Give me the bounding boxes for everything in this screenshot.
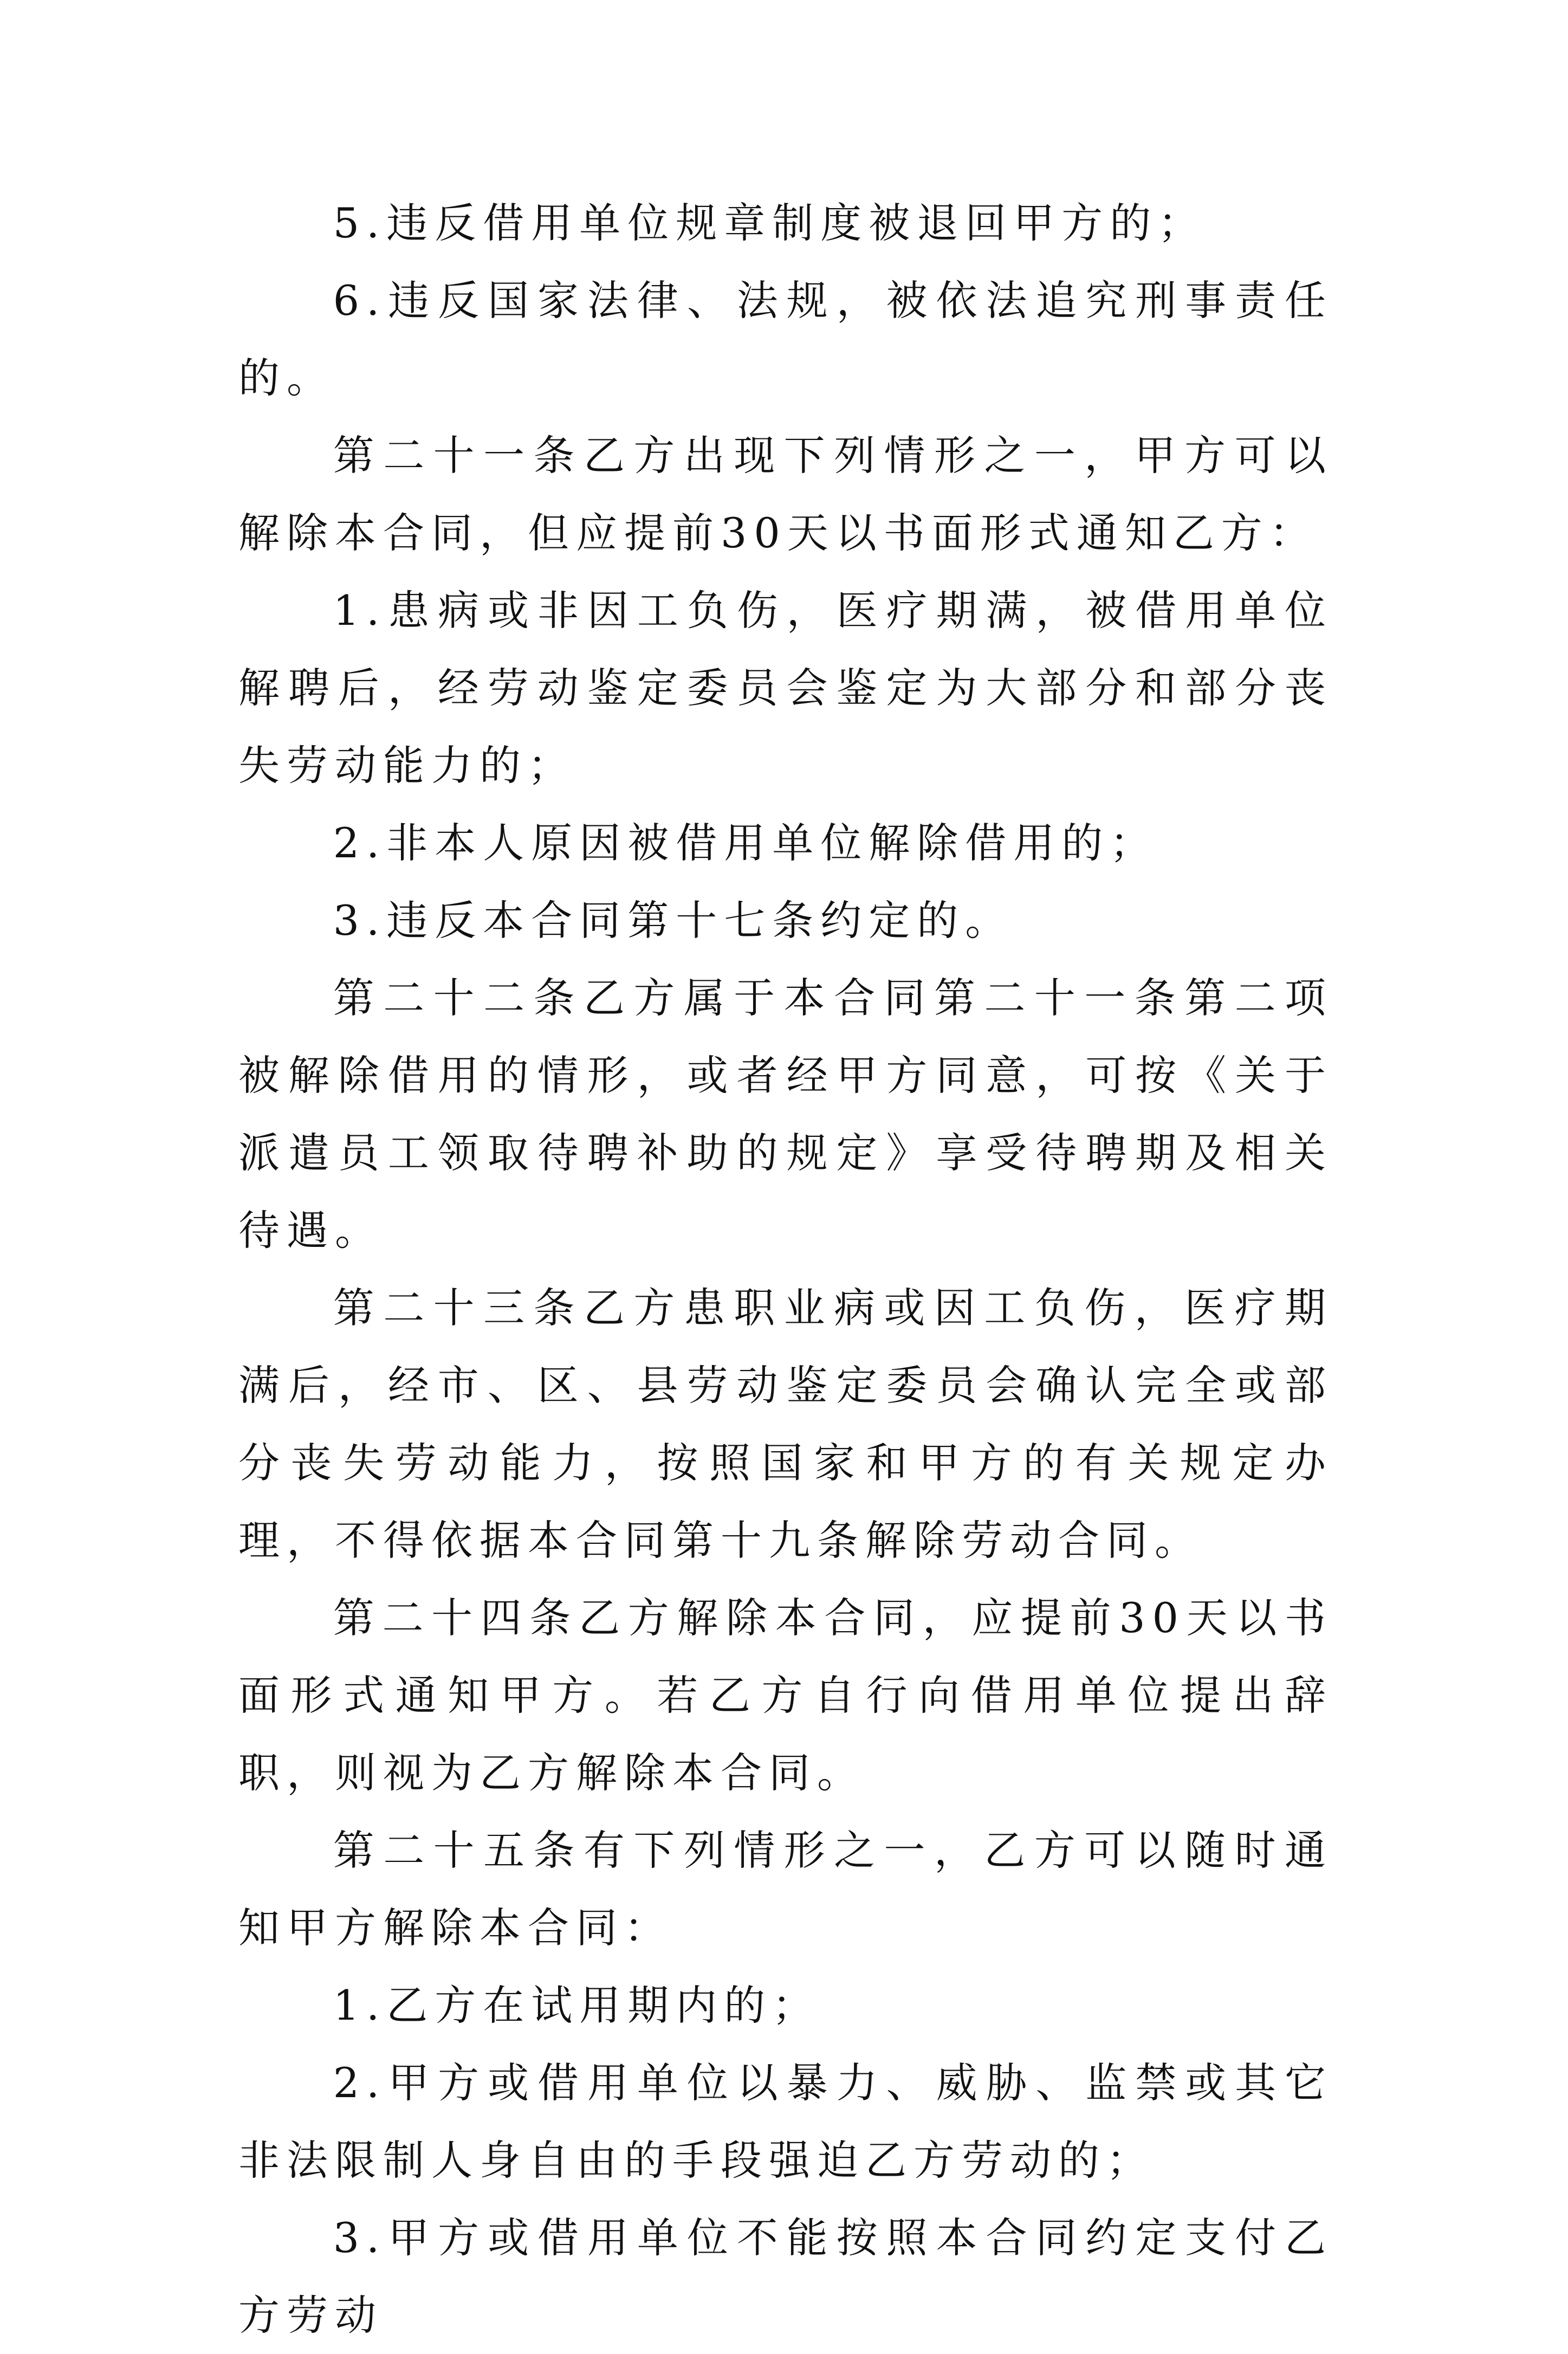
article-21: 第二十一条乙方出现下列情形之一，甲方可以解除本合同，但应提前30天以书面形式通知乙方： <box>238 431 1333 557</box>
article-24: 第二十四条乙方解除本合同，应提前30天以书面形式通知甲方。若乙方自行向借用单位提出辞职，则视为乙方解除本合同。 <box>238 1594 1333 1797</box>
clause-item-5: 5.违反借用单位规章制度被退回甲方的； <box>333 199 1207 247</box>
article-21-item-2: 2.非本人原因被借用单位解除借用的； <box>333 819 1158 867</box>
article-25-item-2: 2.甲方或借用单位以暴力、威胁、监禁或其它非法限制人身自由的手段强迫乙方劳动的； <box>238 2059 1333 2184</box>
article-21-item-1: 1.患病或非因工负伤，医疗期满，被借用单位解聘后，经劳动鉴定委员会鉴定为大部分和部分丧失劳动能力的； <box>238 586 1333 790</box>
article-21-item-3: 3.违反本合同第十七条约定的。 <box>333 896 1014 945</box>
article-25: 第二十五条有下列情形之一，乙方可以随时通知甲方解除本合同： <box>238 1826 1333 1952</box>
article-23: 第二十三条乙方患职业病或因工负伤，医疗期满后，经市、区、县劳动鉴定委员会确认完全或部分丧失劳动能力，按照国家和甲方的有关规定办理，不得依据本合同第十九条解除劳动合同。 <box>238 1284 1333 1564</box>
article-22: 第二十二条乙方属于本合同第二十一条第二项被解除借用的情形，或者经甲方同意，可按《关于派遣员工领取待聘补助的规定》享受待聘期及相关待遇。 <box>238 974 1333 1254</box>
article-25-item-1: 1.乙方在试用期内的； <box>333 1981 821 2029</box>
document-body <box>238 184 1333 2354</box>
clause-item-6: 6.违反国家法律、法规，被依法追究刑事责任的。 <box>238 276 1333 402</box>
article-25-item-3: 3.甲方或借用单位不能按照本合同约定支付乙方劳动 <box>238 2214 1333 2339</box>
